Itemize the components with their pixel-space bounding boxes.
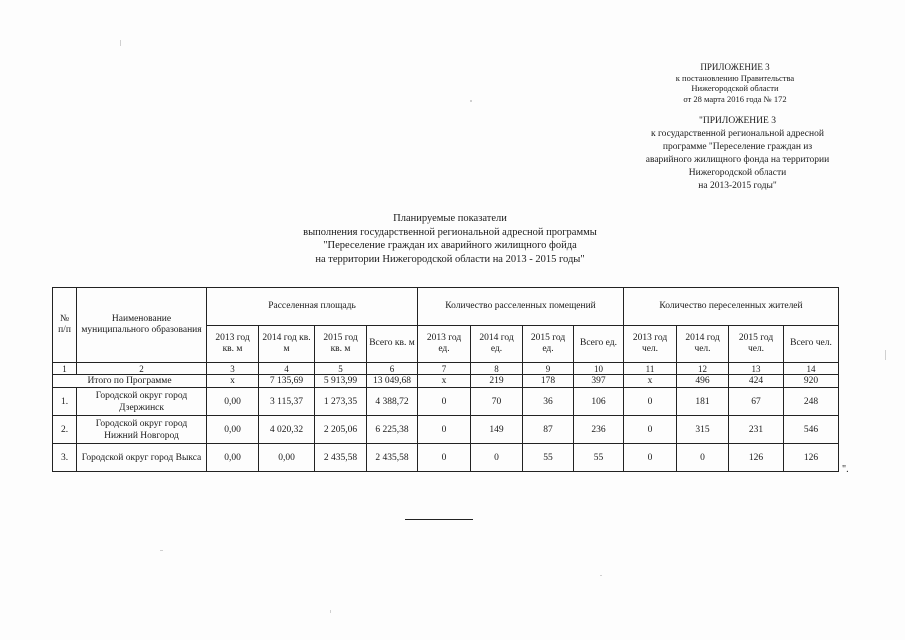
- table-cell: 3 115,37: [259, 388, 315, 416]
- total-label: Итого по Программе: [53, 375, 207, 388]
- table-cell: 7 135,69: [259, 375, 315, 388]
- header-number: № п/п: [53, 288, 77, 363]
- table-row: [53, 444, 839, 472]
- column-number: 5: [315, 363, 367, 375]
- appendix-program-line: аварийного жилищного фонда на территории: [645, 155, 830, 165]
- header-rooms-2015: 2015 год ед.: [523, 326, 574, 363]
- table-row: [53, 388, 839, 416]
- table-cell: 315: [677, 416, 729, 444]
- appendix-program-block: [625, 115, 850, 193]
- closing-quote: ".: [842, 464, 849, 475]
- table-cell: 0: [624, 388, 677, 416]
- appendix-program-line: на 2013-2015 годы": [698, 181, 777, 191]
- table-cell: 0: [418, 416, 471, 444]
- table-cell: 181: [677, 388, 729, 416]
- table-cell: 2 435,58: [315, 444, 367, 472]
- table-cell: 0,00: [207, 444, 259, 472]
- municipality-name: Городской округ город Нижний Новгород: [77, 416, 207, 444]
- table-cell: 67: [729, 388, 784, 416]
- municipality-name: Городской округ город Выкса: [77, 444, 207, 472]
- column-number: 11: [624, 363, 677, 375]
- scan-speck: [160, 550, 163, 551]
- column-number: 1: [53, 363, 77, 375]
- table-cell: 0: [418, 444, 471, 472]
- scan-speck: [600, 575, 602, 576]
- row-number: 3.: [53, 444, 77, 472]
- appendix-program-line: Нижегородской области: [688, 168, 787, 178]
- table-cell: 496: [677, 375, 729, 388]
- heading-line: "Переселение граждан их аварийного жилищного фойда: [323, 240, 577, 251]
- table-cell: 149: [471, 416, 523, 444]
- table-cell: 36: [523, 388, 574, 416]
- total-row: [53, 375, 839, 388]
- table-cell: 0: [471, 444, 523, 472]
- separator-line: [405, 519, 473, 520]
- table-cell: 1 273,35: [315, 388, 367, 416]
- header-rooms-2014: 2014 год ед.: [471, 326, 523, 363]
- header-rooms-2013: 2013 год ед.: [418, 326, 471, 363]
- table-cell: 4 388,72: [367, 388, 418, 416]
- table-cell: 55: [574, 444, 624, 472]
- scan-speck: [120, 40, 121, 46]
- column-number: 12: [677, 363, 729, 375]
- row-number: 2.: [53, 416, 77, 444]
- table-cell: 2 205,06: [315, 416, 367, 444]
- table-cell: 55: [523, 444, 574, 472]
- table-cell: 397: [574, 375, 624, 388]
- table-cell: 0: [624, 416, 677, 444]
- column-number: 14: [784, 363, 839, 375]
- header-area-2015: 2015 год кв. м: [315, 326, 367, 363]
- table-cell: 219: [471, 375, 523, 388]
- municipality-name: Городской округ город Дзержинск: [77, 388, 207, 416]
- table-cell: х: [624, 375, 677, 388]
- column-number: 2: [77, 363, 207, 375]
- scan-speck: [330, 610, 331, 613]
- header-people-2013: 2013 год чел.: [624, 326, 677, 363]
- table-cell: 0,00: [207, 416, 259, 444]
- table-cell: 0: [677, 444, 729, 472]
- column-number: 9: [523, 363, 574, 375]
- header-rooms-total: Всего ед.: [574, 326, 624, 363]
- appendix-decree-line: к постановлению Правительства: [675, 72, 795, 83]
- table-cell: 126: [729, 444, 784, 472]
- column-number: 7: [418, 363, 471, 375]
- table-cell: 106: [574, 388, 624, 416]
- column-number: 8: [471, 363, 523, 375]
- row-number: 1.: [53, 388, 77, 416]
- header-area-total: Всего кв. м: [367, 326, 418, 363]
- column-number: 3: [207, 363, 259, 375]
- table-cell: 4 020,32: [259, 416, 315, 444]
- table-cell: 5 913,99: [315, 375, 367, 388]
- table-row: [53, 416, 839, 444]
- table-cell: 0,00: [259, 444, 315, 472]
- header-group-people: Количество переселенных жителей: [624, 288, 839, 326]
- table-cell: 424: [729, 375, 784, 388]
- table-cell: х: [418, 375, 471, 388]
- appendix-program-line: к государственной региональной адресной: [651, 129, 824, 139]
- heading-line: на территории Нижегородской области на 2013 - 2015 годы": [315, 253, 585, 265]
- header-municipality: Наименование муниципального образования: [77, 288, 207, 363]
- header-people-2014: 2014 год чел.: [677, 326, 729, 363]
- header-group-area: Расселенная площадь: [207, 288, 418, 326]
- column-number: 10: [574, 363, 624, 375]
- appendix-decree-line: от 28 марта 2016 года № 172: [683, 93, 787, 104]
- appendix-decree-title: ПРИЛОЖЕНИЕ 3: [700, 62, 770, 72]
- table-cell: 87: [523, 416, 574, 444]
- column-number: 4: [259, 363, 315, 375]
- scan-speck: [885, 350, 886, 360]
- appendix-decree-line: Нижегородской области: [691, 83, 779, 93]
- table-cell: 236: [574, 416, 624, 444]
- table-cell: 231: [729, 416, 784, 444]
- table-cell: 126: [784, 444, 839, 472]
- column-number: 13: [729, 363, 784, 375]
- header-area-2013: 2013 год кв. м: [207, 326, 259, 363]
- appendix-program-title: "ПРИЛОЖЕНИЕ 3: [699, 116, 776, 126]
- header-group-rooms: Количество расселенных помещений: [418, 288, 624, 326]
- table-cell: 248: [784, 388, 839, 416]
- table-cell: 0: [624, 444, 677, 472]
- table-cell: 546: [784, 416, 839, 444]
- heading-line: выполнения государственной региональной адресной программы: [303, 226, 597, 238]
- header-people-total: Всего чел.: [784, 326, 839, 363]
- header-area-2014: 2014 год кв. м: [259, 326, 315, 363]
- table-cell: х: [207, 375, 259, 388]
- header-people-2015: 2015 год чел.: [729, 326, 784, 363]
- table-cell: 0,00: [207, 388, 259, 416]
- appendix-program-line: программе "Переселение граждан из: [662, 142, 813, 152]
- scan-speck: [470, 100, 472, 102]
- appendix-decree-block: [660, 62, 810, 104]
- table-cell: 13 049,68: [367, 375, 418, 388]
- indicators-table: [52, 287, 839, 472]
- document-heading: [265, 212, 635, 266]
- table-cell: 70: [471, 388, 523, 416]
- column-number: 6: [367, 363, 418, 375]
- column-numbers-row: [53, 363, 839, 375]
- table-cell: 920: [784, 375, 839, 388]
- heading-line: Планируемые показатели: [393, 213, 507, 224]
- table-cell: 0: [418, 388, 471, 416]
- table-cell: 2 435,58: [367, 444, 418, 472]
- table-cell: 6 225,38: [367, 416, 418, 444]
- table-cell: 178: [523, 375, 574, 388]
